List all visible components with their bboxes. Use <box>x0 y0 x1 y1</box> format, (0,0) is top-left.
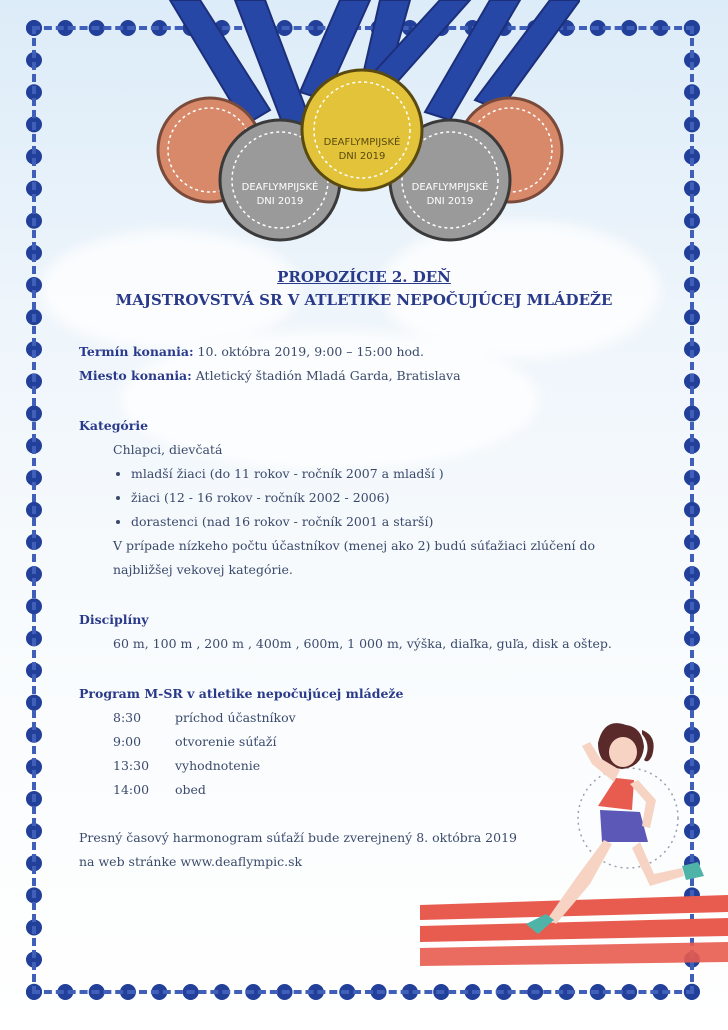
medal-label: DNI 2019 <box>256 196 304 207</box>
program-time: 9:00 <box>113 734 142 749</box>
place-value: Atletický štadión Mladá Garda, Bratislava <box>191 368 461 383</box>
program-time: 13:30 <box>113 758 150 773</box>
categories-note: V prípade nízkeho počtu účastníkov (menej ako 2) budú súťažiaci zlúčení do najbližšej vekovej kategórie. <box>113 538 596 577</box>
categories-intro: Chlapci, dievčatá <box>113 442 223 457</box>
place-label: Miesto konania: <box>79 368 192 383</box>
page-title: PROPOZÍCIE 2. DEŇ <box>277 268 451 286</box>
program-time: 14:00 <box>113 782 150 797</box>
disciplines-heading: Disciplíny <box>79 612 149 627</box>
date-label: Termín konania: <box>79 344 194 359</box>
date-value: 10. októbra 2019, 9:00 – 15:00 hod. <box>193 344 425 359</box>
categories-heading: Kategórie <box>79 418 149 433</box>
page-subtitle: MAJSTROVSTVÁ SR V ATLETIKE NEPOČUJÚCEJ MLÁDEŽE <box>115 291 613 309</box>
disciplines-text: 60 m, 100 m , 200 m , 400m , 600m, 1 000 m, výška, diaľka, guľa, disk a oštep. <box>113 636 612 651</box>
medal-label: DNI 2019 <box>426 196 474 207</box>
medal-label: DEAFLYMPIJSKÉ <box>323 137 401 148</box>
list-item: • mladší žiaci (do 11 rokov - ročník 2007 a mladší ) <box>131 462 679 486</box>
program-event: otvorenie súťaží <box>175 734 277 749</box>
gold-medal <box>302 70 422 190</box>
medal-label: DEAFLYMPIJSKÉ <box>241 182 319 193</box>
list-item: • dorastenci (nad 16 rokov - ročník 2001 a starší) <box>131 510 679 534</box>
footer-line-2: na web stránke www.deaflympic.sk <box>79 854 303 869</box>
program-event: príchod účastníkov <box>175 710 296 725</box>
medal-label: DNI 2019 <box>338 151 386 162</box>
date-row <box>79 340 679 364</box>
program-event: obed <box>175 782 206 797</box>
runner-illustration <box>420 700 728 970</box>
list-item: • žiaci (12 - 16 rokov - ročník 2002 - 2006) <box>131 486 679 510</box>
footer-line-1: Presný časový harmonogram súťaží bude zverejnený 8. októbra 2019 <box>79 830 517 845</box>
running-track <box>420 895 728 966</box>
medals-illustration <box>150 0 580 250</box>
place-row <box>79 364 679 388</box>
medal-label: DEAFLYMPIJSKÉ <box>411 182 489 193</box>
program-time: 8:30 <box>113 710 142 725</box>
program-heading: Program M-SR v atletike nepočujúcej mládeže <box>79 686 404 701</box>
categories-list <box>79 462 679 534</box>
program-event: vyhodnotenie <box>175 758 261 773</box>
